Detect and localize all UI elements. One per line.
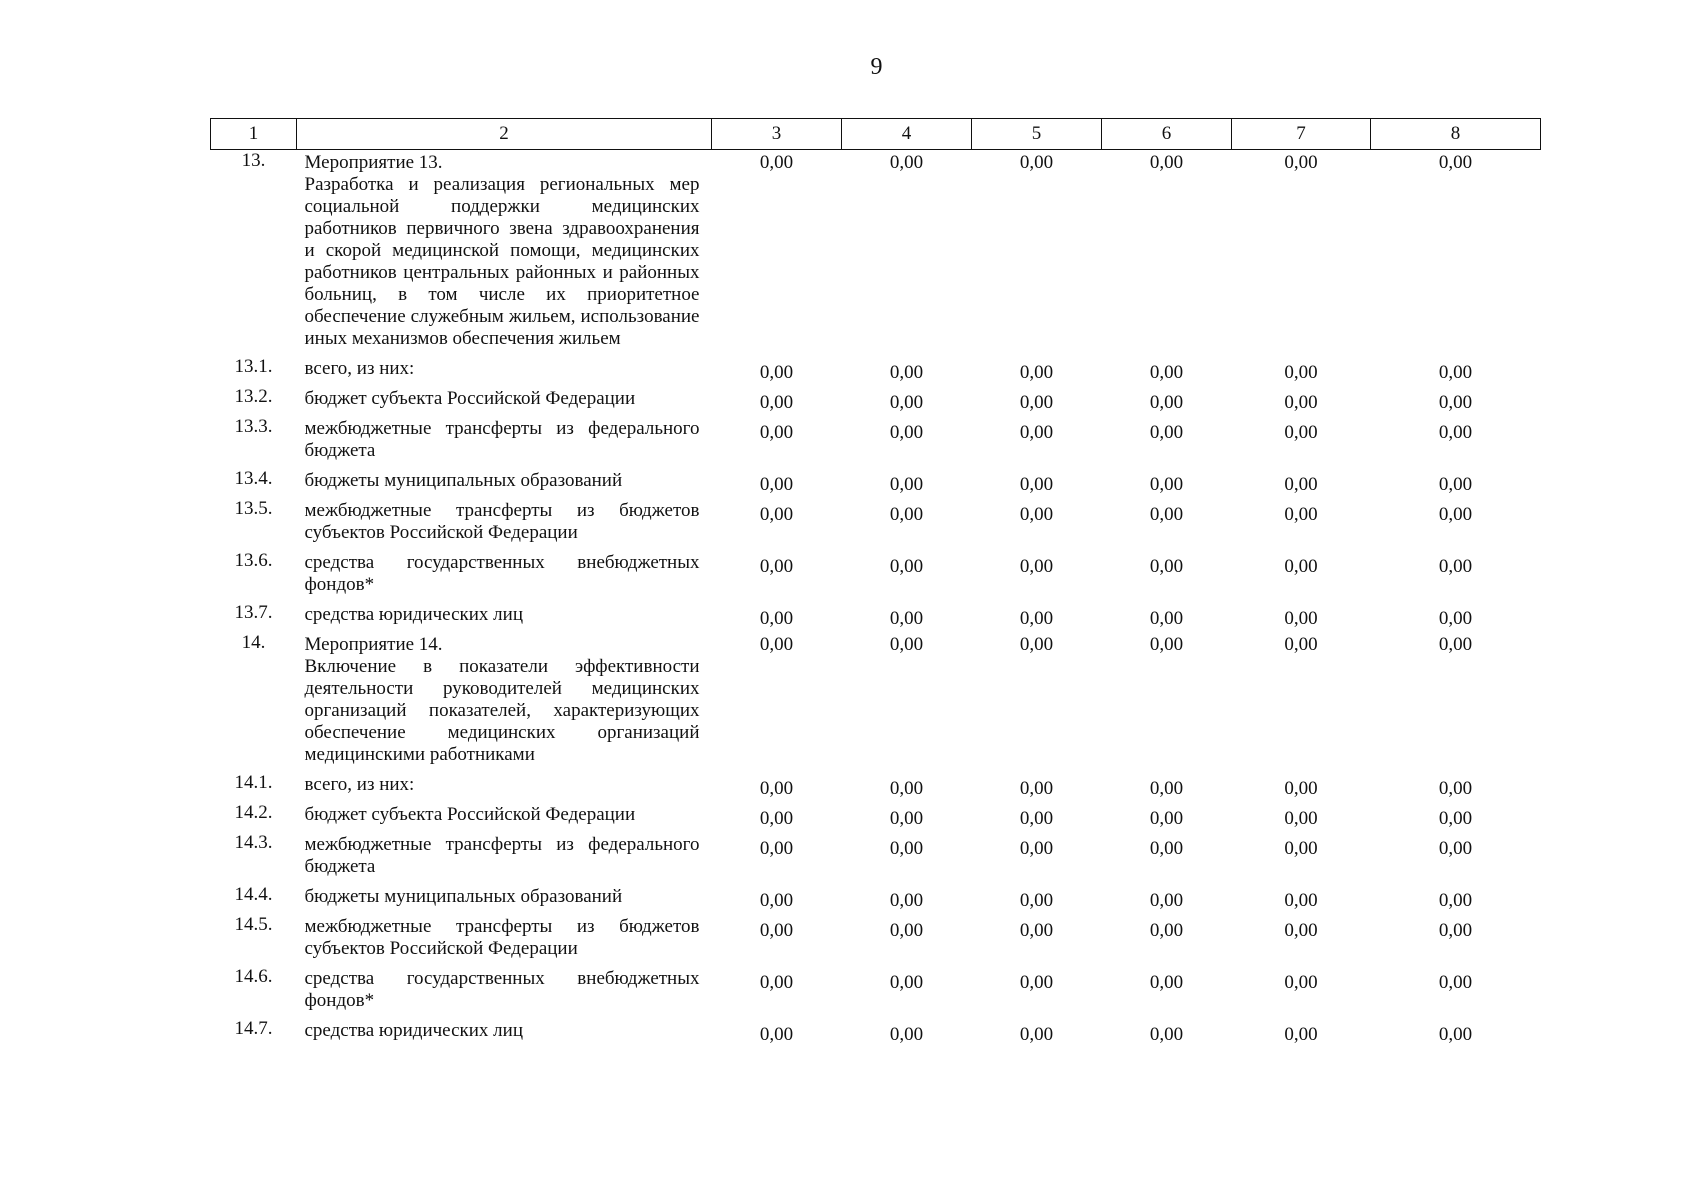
value-col-6: 0,00 [1149,972,1184,993]
value-col-7: 0,00 [1284,634,1318,655]
value-col-5: 0,00 [1019,838,1054,859]
header-col-8: 8 [1371,119,1541,150]
value-col-7: 0,00 [1284,778,1318,799]
funding-source-label: межбюджетные трансферты из бюджетов субъектов Российской Федерации [304,500,700,543]
funding-source-label: средства государственных внебюджетных фондов* [304,968,700,1011]
value-col-8: 0,00 [1438,634,1473,655]
row-description [297,150,712,357]
row-number: 13.1. [234,356,273,377]
row-description [297,884,712,914]
funding-source-label: всего, из них: [304,774,415,795]
value-col-7: 0,00 [1284,890,1318,911]
value-col-5: 0,00 [1019,920,1054,941]
value-col-4: 0,00 [889,474,924,495]
value-col-3: 0,00 [759,504,794,525]
value-col-3: 0,00 [759,362,794,383]
value-col-6: 0,00 [1149,504,1184,525]
value-col-4: 0,00 [889,920,924,941]
value-col-6: 0,00 [1149,778,1184,799]
row-description [297,498,712,550]
value-col-3: 0,00 [759,972,794,993]
value-col-5: 0,00 [1019,608,1054,629]
funding-source-label: бюджеты муниципальных образований [304,886,623,907]
row-number: 13. [241,150,266,171]
value-col-3: 0,00 [759,808,794,829]
row-description [297,416,712,468]
value-col-8: 0,00 [1438,778,1473,799]
value-col-7: 0,00 [1284,474,1318,495]
value-col-3: 0,00 [759,422,794,443]
value-col-7: 0,00 [1284,920,1318,941]
funding-source-label: бюджет субъекта Российской Федерации [304,388,636,409]
row-description [297,802,712,832]
funding-source-label: межбюджетные трансферты из федерального бюджета [304,834,700,877]
value-col-6: 0,00 [1149,608,1184,629]
value-col-5: 0,00 [1019,972,1054,993]
header-col-2: 2 [297,119,712,150]
value-col-3: 0,00 [759,634,794,655]
value-col-8: 0,00 [1438,392,1473,413]
value-col-6: 0,00 [1149,152,1184,173]
value-col-4: 0,00 [889,1024,924,1045]
value-col-6: 0,00 [1149,634,1184,655]
row-description [297,966,712,1018]
value-col-7: 0,00 [1284,838,1318,859]
value-col-5: 0,00 [1019,778,1054,799]
value-col-3: 0,00 [759,920,794,941]
value-col-4: 0,00 [889,556,924,577]
header-col-7: 7 [1232,119,1371,150]
table-row [211,498,1541,550]
table-row [211,914,1541,966]
value-col-6: 0,00 [1149,556,1184,577]
value-col-4: 0,00 [889,808,924,829]
row-description [297,914,712,966]
row-description [297,632,712,772]
value-col-7: 0,00 [1284,504,1318,525]
value-col-8: 0,00 [1438,152,1473,173]
value-col-4: 0,00 [889,890,924,911]
value-col-3: 0,00 [759,556,794,577]
table-row [211,550,1541,602]
table-row [211,802,1541,832]
value-col-3: 0,00 [759,608,794,629]
value-col-5: 0,00 [1019,152,1054,173]
row-number: 14.7. [234,1018,273,1039]
value-col-8: 0,00 [1438,920,1473,941]
value-col-4: 0,00 [889,422,924,443]
value-col-5: 0,00 [1019,556,1054,577]
value-col-4: 0,00 [889,838,924,859]
measure-text: Разработка и реализация региональных мер социальной поддержки медицинских работников первичного звена здравоохранения и скорой медицинской помощи, медицинских работников центральных районных и районных больниц, в том числе их приоритетное обеспечение служебным жильем, использование иных механизмов обеспечения жильем [304,174,700,349]
value-col-7: 0,00 [1284,556,1318,577]
row-number: 13.5. [234,498,273,519]
table-row [211,772,1541,802]
row-number: 14.2. [234,802,273,823]
row-number: 13.4. [234,468,273,489]
header-col-4: 4 [842,119,972,150]
value-col-5: 0,00 [1019,634,1054,655]
row-number: 13.3. [234,416,273,437]
value-col-6: 0,00 [1149,808,1184,829]
row-number: 14.1. [234,772,273,793]
value-col-3: 0,00 [759,778,794,799]
value-col-3: 0,00 [759,1024,794,1045]
value-col-4: 0,00 [889,778,924,799]
table-row [211,356,1541,386]
header-col-3: 3 [712,119,842,150]
row-description [297,602,712,632]
value-col-3: 0,00 [759,890,794,911]
value-col-6: 0,00 [1149,422,1184,443]
row-description [297,832,712,884]
value-col-6: 0,00 [1149,362,1184,383]
value-col-7: 0,00 [1284,422,1318,443]
header-col-1: 1 [211,119,297,150]
row-description [297,550,712,602]
value-col-6: 0,00 [1149,838,1184,859]
table-row [211,966,1541,1018]
value-col-6: 0,00 [1149,1024,1184,1045]
table-row-measure [211,150,1541,357]
table-header [211,119,1541,150]
value-col-4: 0,00 [889,634,924,655]
value-col-3: 0,00 [759,392,794,413]
value-col-5: 0,00 [1019,1024,1054,1045]
funding-source-label: всего, из них: [304,358,415,379]
value-col-4: 0,00 [889,608,924,629]
budget-table-container [210,118,1540,1048]
value-col-8: 0,00 [1438,504,1473,525]
value-col-7: 0,00 [1284,152,1318,173]
table-row [211,884,1541,914]
table-row [211,416,1541,468]
header-row [211,119,1541,150]
value-col-5: 0,00 [1019,474,1054,495]
value-col-5: 0,00 [1019,808,1054,829]
value-col-8: 0,00 [1438,362,1473,383]
page-number: 9 [870,54,883,80]
table-row [211,386,1541,416]
table-row [211,832,1541,884]
measure-text: Включение в показатели эффективности деятельности руководителей медицинских организаций показателей, характеризующих обеспечение медицинских организаций медицинскими работниками [304,656,700,765]
value-col-7: 0,00 [1284,972,1318,993]
value-col-4: 0,00 [889,392,924,413]
measure-title: Мероприятие 14. [304,634,443,655]
value-col-7: 0,00 [1284,808,1318,829]
value-col-5: 0,00 [1019,890,1054,911]
row-description [297,386,712,416]
funding-source-label: бюджеты муниципальных образований [304,470,623,491]
row-description [297,468,712,498]
funding-source-label: средства юридических лиц [304,1020,523,1041]
value-col-8: 0,00 [1438,422,1473,443]
funding-source-label: бюджет субъекта Российской Федерации [304,804,636,825]
value-col-8: 0,00 [1438,838,1473,859]
value-col-7: 0,00 [1284,608,1318,629]
value-col-7: 0,00 [1284,362,1318,383]
value-col-3: 0,00 [759,152,794,173]
value-col-5: 0,00 [1019,362,1054,383]
funding-source-label: средства государственных внебюджетных фондов* [304,552,700,595]
value-col-4: 0,00 [889,504,924,525]
row-number: 13.6. [234,550,273,571]
row-number: 14.6. [234,966,273,987]
value-col-8: 0,00 [1438,890,1473,911]
row-number: 13.2. [234,386,273,407]
value-col-7: 0,00 [1284,1024,1318,1045]
value-col-6: 0,00 [1149,890,1184,911]
value-col-4: 0,00 [889,972,924,993]
value-col-5: 0,00 [1019,504,1054,525]
table-row-measure [211,632,1541,772]
value-col-8: 0,00 [1438,1024,1473,1045]
funding-source-label: средства юридических лиц [304,604,523,625]
value-col-8: 0,00 [1438,474,1473,495]
header-col-5: 5 [972,119,1102,150]
value-col-8: 0,00 [1438,608,1473,629]
value-col-4: 0,00 [889,362,924,383]
row-number: 14.5. [234,914,273,935]
value-col-5: 0,00 [1019,392,1054,413]
row-number: 14. [241,632,266,653]
value-col-7: 0,00 [1284,392,1318,413]
row-description [297,772,712,802]
value-col-5: 0,00 [1019,422,1054,443]
row-number: 14.3. [234,832,273,853]
value-col-4: 0,00 [889,152,924,173]
row-number: 13.7. [234,602,273,623]
row-description [297,356,712,386]
value-col-8: 0,00 [1438,556,1473,577]
table-row [211,468,1541,498]
header-col-6: 6 [1102,119,1232,150]
row-number: 14.4. [234,884,273,905]
value-col-6: 0,00 [1149,392,1184,413]
row-description [297,1018,712,1048]
value-col-8: 0,00 [1438,808,1473,829]
measure-title: Мероприятие 13. [304,152,443,173]
value-col-6: 0,00 [1149,920,1184,941]
funding-source-label: межбюджетные трансферты из бюджетов субъектов Российской Федерации [304,916,700,959]
funding-source-label: межбюджетные трансферты из федерального бюджета [304,418,700,461]
value-col-8: 0,00 [1438,972,1473,993]
budget-table [210,118,1541,1048]
table-body [211,150,1541,1049]
table-row [211,602,1541,632]
value-col-3: 0,00 [759,474,794,495]
value-col-3: 0,00 [759,838,794,859]
value-col-6: 0,00 [1149,474,1184,495]
table-row [211,1018,1541,1048]
